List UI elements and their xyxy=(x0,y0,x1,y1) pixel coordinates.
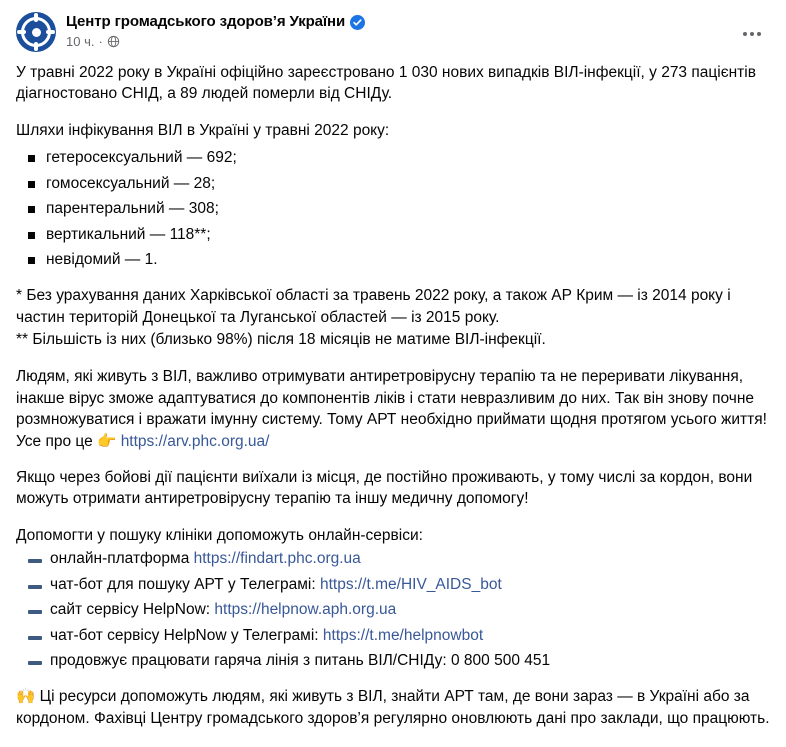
post-paragraph-intro: У травні 2022 року в Україні офіційно зареєстровано 1 030 нових випадків ВІЛ-інфекції, у 273 пацієнтів діагностовано СНІД, а 89 людей померли від СНІДу. xyxy=(16,64,756,103)
pointing-hand-emoji: 👉 xyxy=(97,432,117,450)
dot-icon xyxy=(743,32,747,36)
post-meta xyxy=(66,34,365,50)
list-item: вертикальний — 118**; xyxy=(26,224,770,246)
service-label: продовжує працювати гаряча лінія з питань ВІЛ/СНІДу: 0 800 500 451 xyxy=(50,651,551,669)
arv-link[interactable]: https://arv.phc.org.ua/ xyxy=(120,432,270,450)
page-name[interactable]: Центр громадського здоров’я України xyxy=(66,13,346,30)
service-label: чат-бот для пошуку АРТ у Телеграмі: xyxy=(50,575,320,593)
post-paragraph-therapy xyxy=(16,366,770,452)
service-label: сайт сервісу HelpNow: xyxy=(50,601,215,619)
service-label: онлайн-платформа xyxy=(50,550,194,568)
post-timestamp[interactable]: 10 ч. xyxy=(66,34,95,49)
raised-hands-emoji: 🙌 xyxy=(16,688,36,706)
helpnow-site-link[interactable]: https://helpnow.aph.org.ua xyxy=(214,601,397,619)
post-header-text xyxy=(66,12,365,50)
transmission-list xyxy=(16,147,770,271)
list-item: парентеральний — 308; xyxy=(26,198,770,220)
post-header xyxy=(0,0,786,58)
services-list xyxy=(16,548,770,672)
page-name-row xyxy=(66,13,365,31)
avatar[interactable] xyxy=(16,12,56,52)
findart-link[interactable]: https://findart.phc.org.ua xyxy=(193,550,361,568)
list-item xyxy=(26,574,770,596)
more-options-button[interactable] xyxy=(736,18,768,50)
verified-badge-icon xyxy=(350,15,365,30)
post-paragraph-ways-title: Шляхи інфікування ВІЛ в Україні у травні 2022 року: xyxy=(16,121,390,139)
telegram-arv-bot-link[interactable]: https://t.me/HIV_AIDS_bot xyxy=(319,575,502,593)
list-item: гомосексуальний — 28; xyxy=(26,173,770,195)
post-body xyxy=(0,58,786,729)
footnote-2: ** Більшість із них (близько 98%) після 18 місяців не матиме ВІЛ-інфекції. xyxy=(16,331,546,349)
footnotes xyxy=(16,285,770,351)
globe-icon[interactable] xyxy=(107,35,120,48)
helpnow-bot-link[interactable]: https://t.me/helpnowbot xyxy=(322,626,484,644)
service-label: чат-бот сервісу HelpNow у Телеграмі: xyxy=(50,626,323,644)
list-item xyxy=(26,599,770,621)
meta-separator: · xyxy=(98,34,103,49)
therapy-text: Людям, які живуть з ВІЛ, важливо отримувати антиретровірусну терапію та не переривати лікування, інакше вірус зможе адаптуватися до компонентів ліків і стати невразливим до них. Так він знову почне розмножуватися і вражати імунну систему. Тому АРТ необхідно приймати щодня протягом усього життя! Усе про це xyxy=(16,368,767,450)
post-paragraph-services-title: Допомогти у пошуку клініки допоможуть онлайн-сервіси: xyxy=(16,526,423,544)
list-item xyxy=(26,548,770,570)
closing-text: Ці ресурси допоможуть людям, які живуть з ВІЛ, знайти АРТ там, де вони зараз — в Україні або за кордоном. Фахівці Центру громадського здоров’я регулярно оновлюють дані про заклади, що працюють. xyxy=(16,688,770,727)
post-paragraph-closing xyxy=(16,686,770,729)
footnote-1: * Без урахування даних Харківської області за травень 2022 року, а також АР Крим — із 2014 року і частин територій Донецької та Луганської областей — із 2015 року. xyxy=(16,287,731,327)
post-paragraph-relocation: Якщо через бойові дії пацієнти виїхали із місця, де постійно проживають, у тому числі за кордон, вони можуть отримати антиретровірусну терапію та іншу медичну допомогу! xyxy=(16,468,753,508)
dot-icon xyxy=(757,32,761,36)
dot-icon xyxy=(750,32,754,36)
list-item xyxy=(26,625,770,647)
list-item xyxy=(26,650,770,672)
list-item: гетеросексуальний — 692; xyxy=(26,147,770,169)
list-item: невідомий — 1. xyxy=(26,249,770,271)
